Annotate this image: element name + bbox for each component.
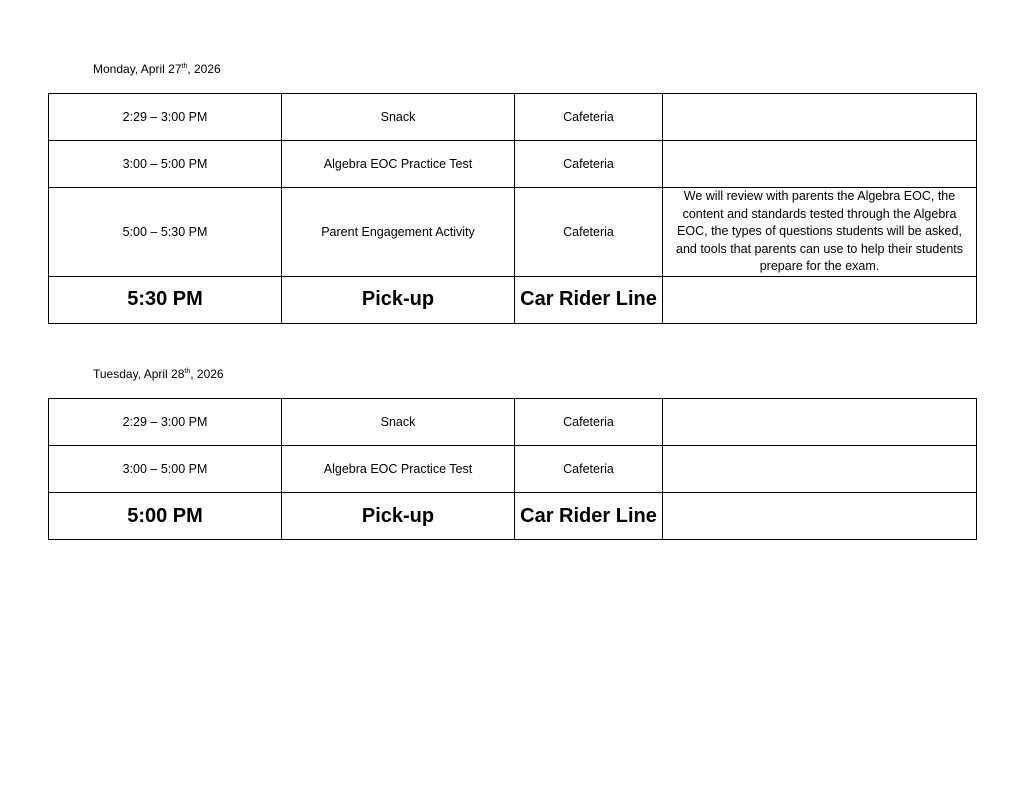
time-cell: 5:00 PM bbox=[49, 493, 282, 540]
notes-cell bbox=[663, 276, 977, 323]
notes-cell bbox=[663, 94, 977, 141]
location-cell: Cafeteria bbox=[515, 446, 663, 493]
location-cell: Car Rider Line bbox=[515, 276, 663, 323]
date-heading-text: Monday, April 27 bbox=[93, 62, 182, 76]
date-heading-year: , 2026 bbox=[187, 62, 221, 76]
activity-cell: Snack bbox=[282, 94, 515, 141]
schedule-table-monday bbox=[48, 93, 977, 324]
notes-cell: We will review with parents the Algebra EOC, the content and standards tested through the Algebra EOC, the types of questions students will be asked, and tools that parents can use to help their students prepare for the exam. bbox=[663, 188, 977, 277]
notes-cell bbox=[663, 399, 977, 446]
time-cell: 5:00 – 5:30 PM bbox=[49, 188, 282, 277]
location-cell: Cafeteria bbox=[515, 141, 663, 188]
location-cell: Cafeteria bbox=[515, 94, 663, 141]
date-ordinal-suffix: th bbox=[181, 63, 188, 70]
notes-cell bbox=[663, 446, 977, 493]
activity-cell: Parent Engagement Activity bbox=[282, 188, 515, 277]
table-row bbox=[49, 446, 977, 493]
time-cell: 2:29 – 3:00 PM bbox=[49, 399, 282, 446]
date-heading-monday bbox=[93, 62, 221, 76]
date-heading-year: , 2026 bbox=[190, 367, 224, 381]
date-heading-text: Tuesday, April 28 bbox=[93, 367, 185, 381]
pickup-row bbox=[49, 276, 977, 323]
pickup-row bbox=[49, 493, 977, 540]
notes-cell bbox=[663, 493, 977, 540]
date-heading-tuesday bbox=[93, 367, 224, 381]
activity-cell: Algebra EOC Practice Test bbox=[282, 446, 515, 493]
time-cell: 3:00 – 5:00 PM bbox=[49, 446, 282, 493]
date-ordinal-suffix: th bbox=[184, 368, 191, 375]
time-cell: 3:00 – 5:00 PM bbox=[49, 141, 282, 188]
notes-cell bbox=[663, 141, 977, 188]
table-row bbox=[49, 94, 977, 141]
location-cell: Car Rider Line bbox=[515, 493, 663, 540]
time-cell: 5:30 PM bbox=[49, 276, 282, 323]
location-cell: Cafeteria bbox=[515, 188, 663, 277]
table-row bbox=[49, 399, 977, 446]
activity-cell: Pick-up bbox=[282, 276, 515, 323]
location-cell: Cafeteria bbox=[515, 399, 663, 446]
table-row bbox=[49, 141, 977, 188]
activity-cell: Snack bbox=[282, 399, 515, 446]
table-row bbox=[49, 188, 977, 277]
time-cell: 2:29 – 3:00 PM bbox=[49, 94, 282, 141]
schedule-table-tuesday bbox=[48, 398, 977, 540]
activity-cell: Pick-up bbox=[282, 493, 515, 540]
activity-cell: Algebra EOC Practice Test bbox=[282, 141, 515, 188]
